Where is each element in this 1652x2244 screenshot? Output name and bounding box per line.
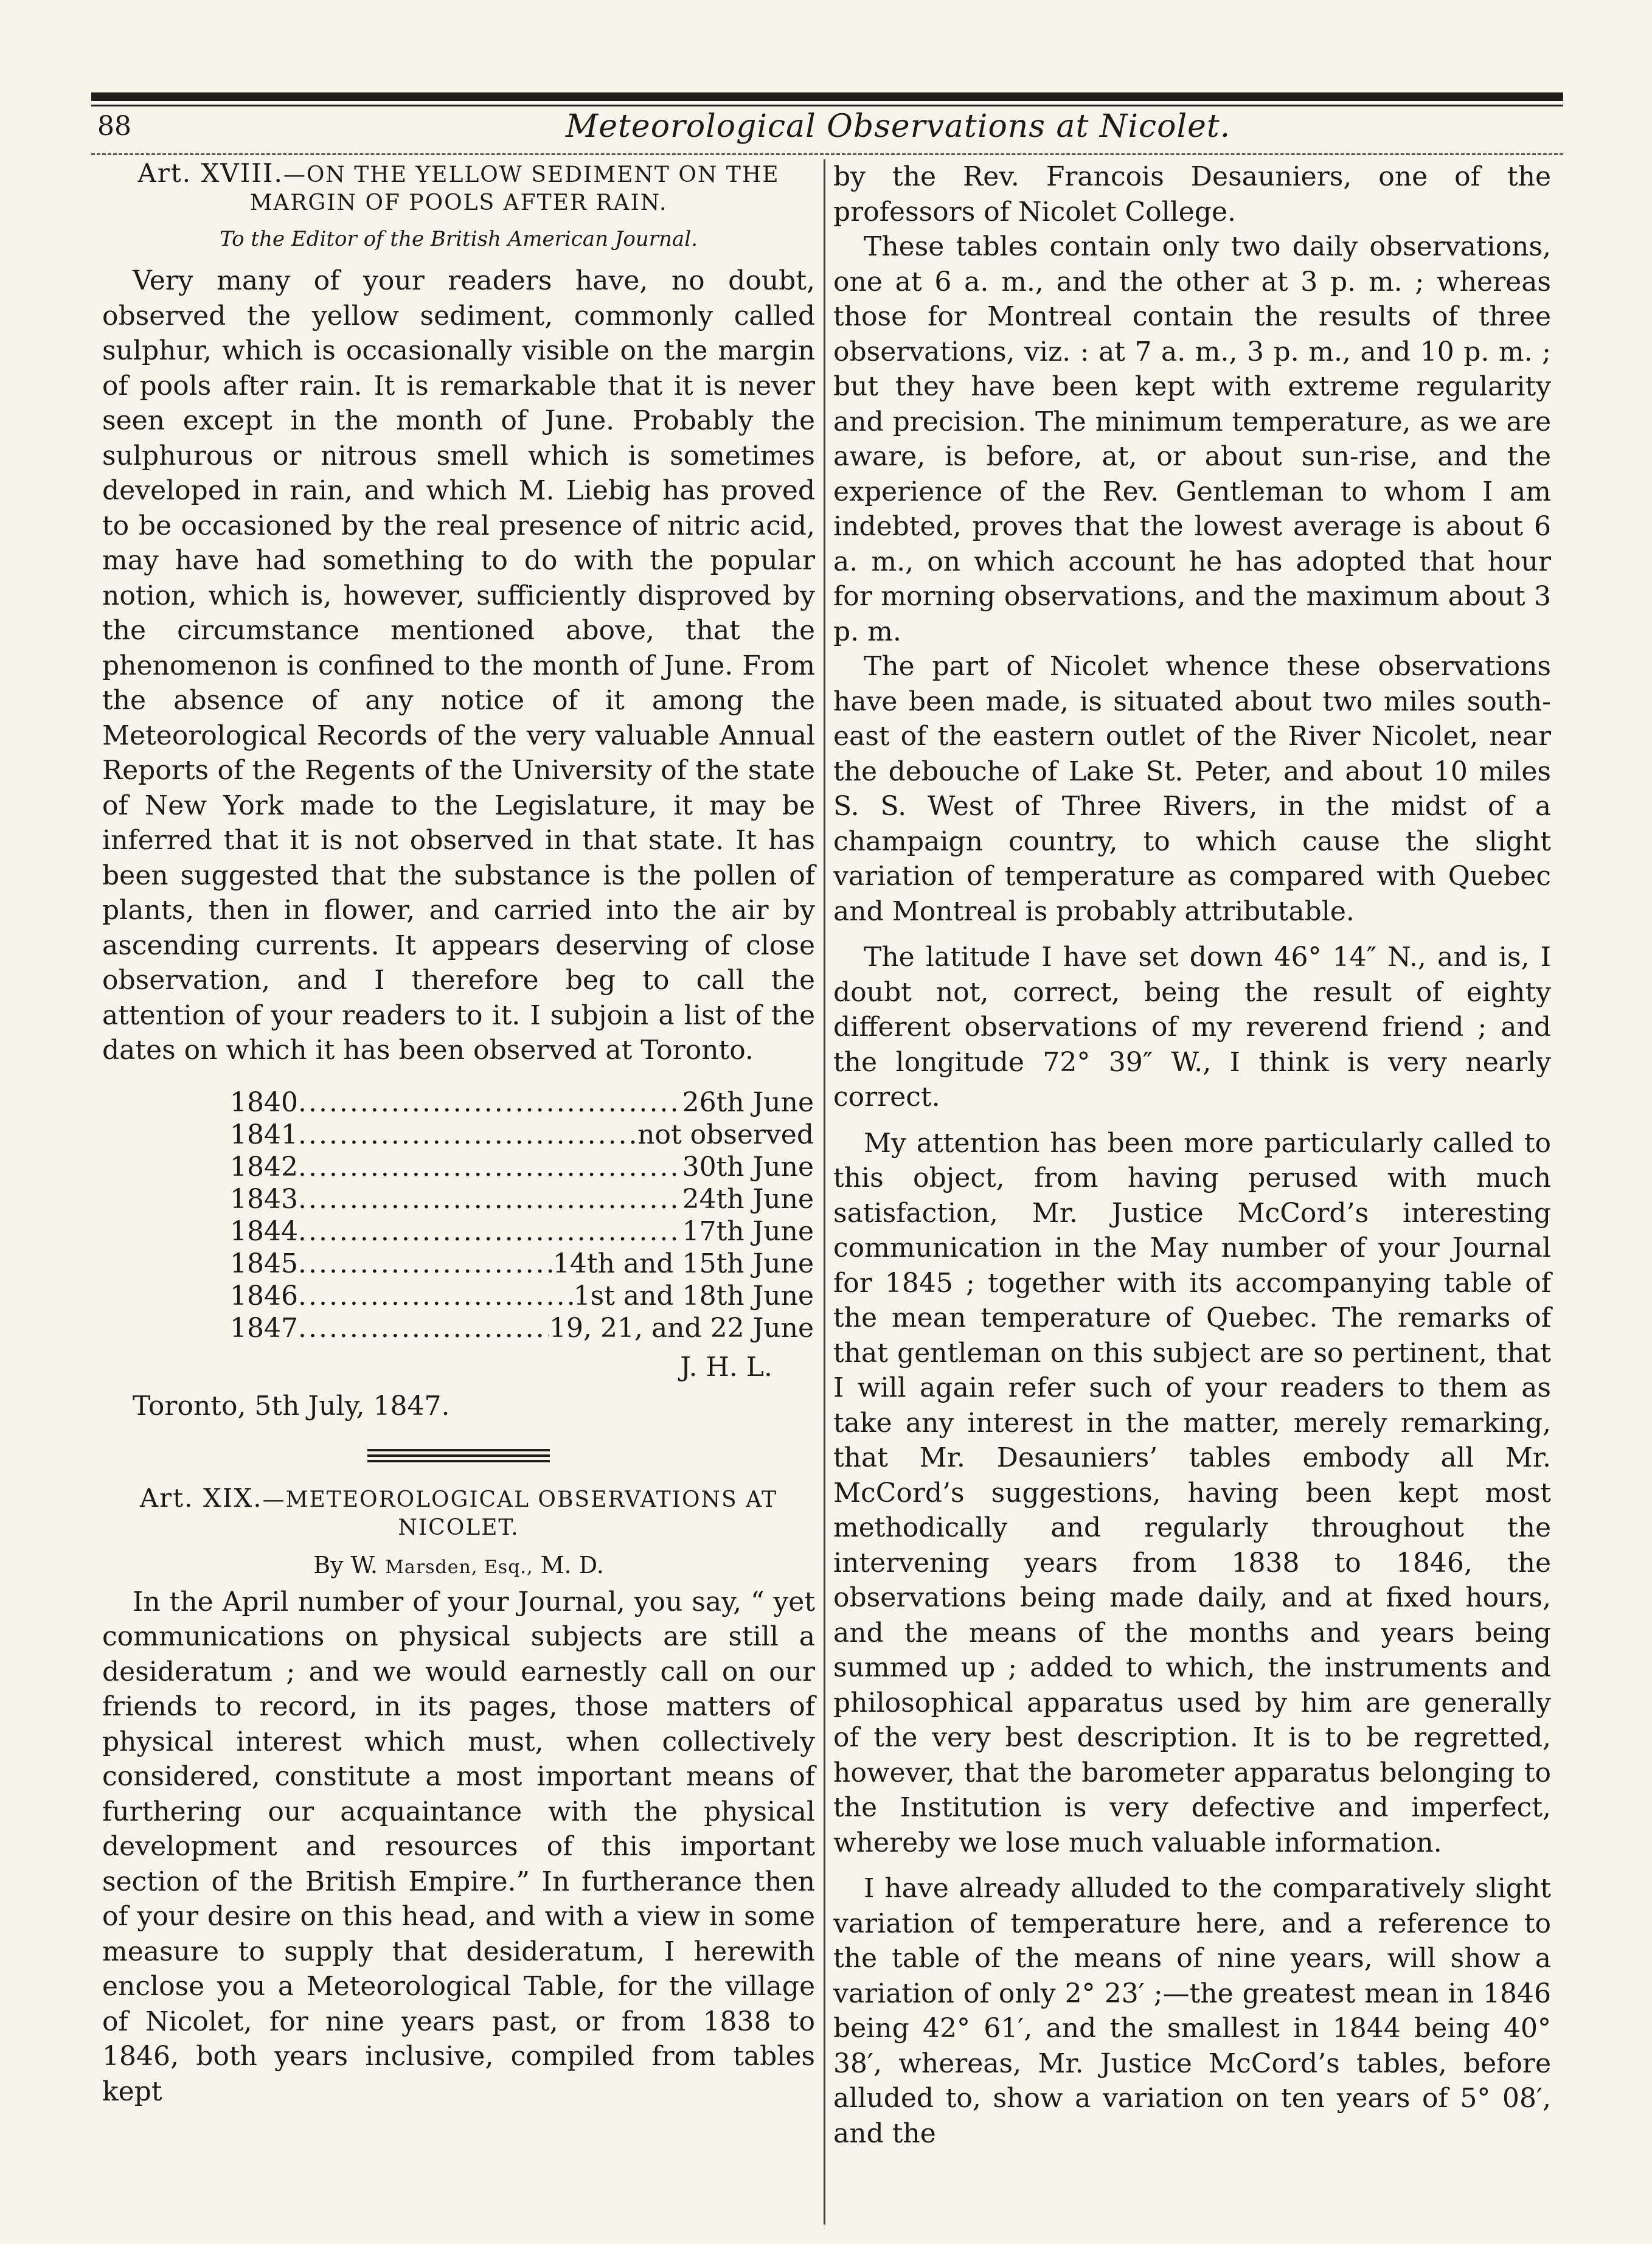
article-19-heading [102, 1484, 815, 1542]
paragraph-continuation: by the Rev. Francois Desauniers, one of the professors of Nicolet College. [833, 161, 1551, 228]
article-18-label: Art. XVIII. [137, 158, 283, 188]
article-19-title: —METEOROLOGICAL OBSERVATIONS AT NICOLET. [262, 1487, 778, 1540]
running-title: Meteorological Observations at Nicolet. [566, 108, 1231, 145]
article-18-heading [102, 159, 815, 217]
paragraph-tables: These tables contain only two daily observations, one at 6 a. m., and the other at 3 p. m. ; whereas those for Montreal contain the results of three observations, viz. : at 7 a. m., 3 p. m., and 10 p. m. ; but they have been kept with extreme regularity and precision. The minimum temperature, as we are aware, is before, at, or about sun-rise, and the experience of the Rev. Gentleman to whom I am indebted, proves that the lowest average is about 6 a. m., on which account he has adopted that hour for morning observations, and the maximum about 3 p. m. [833, 231, 1551, 647]
date-row: 1847 ..... 19, 21, and 22 June [230, 1312, 814, 1344]
paragraph-variation: I have already alluded to the comparatively slight variation of temperature here, and a reference to the table of the means of nine years, will show a variation of only 2° 23′ ;—the greatest mean in 1846 being 42° 61′, and the smallest in 1844 being 40° 38′, whereas, Mr. Justice McCord’s tables, before alluded to, show a variation on ten years of 5° 08′, and the [833, 1873, 1551, 2149]
date-row: 1844 ..... 17th June [230, 1215, 814, 1248]
paragraph-location: The part of Nicolet whence these observations have been made, is situated about two miles south-east of the eastern outlet of the River Nicolet, near the debouche of Lake St. Peter, and about 10 miles S. S. West of Three Rivers, in the midst of a champaign country, to which cause the slight variation of temperature as compared with Quebec and Montreal is probably attributable. [833, 651, 1551, 927]
left-column [102, 159, 815, 2109]
observation-dates-list [230, 1086, 814, 1344]
article-19-label: Art. XIX. [139, 1482, 263, 1513]
date-row: 1840 ..... 26th June [230, 1086, 814, 1119]
header-thick-rule [91, 92, 1563, 101]
author-signature: J. H. L. [680, 1351, 772, 1383]
paragraph-latitude: The latitude I have set down 46° 14″ N., and is, I doubt not, correct, being the result of eighty different observations of my reverend friend ; and the longitude 72° 39″ W., I think is very nearly correct. [833, 942, 1551, 1113]
date-row: 1843 ..... 24th June [230, 1183, 814, 1215]
header-thin-rule [91, 105, 1563, 106]
paragraph-attention: My attention has been more particularly called to this object, from having perused with much satisfaction, Mr. Justice McCord’s interesting communication in the May number of your Journal for 1845 ; together with its accompanying table of the mean temperature of Quebec. The remarks of that gentleman on this subject are so pertinent, that I will again refer such of your readers to them as take any interest in the matter, merely remarking, that Mr. Desauniers’ tables embody all Mr. McCord’s suggestions, having been kept most methodically and regularly throughout the intervening years from 1838 to 1846, the observations being made daily, and at fixed hours, and the means of the months and years being summed up ; added to which, the instruments and philosophical apparatus used by him are generally of the very best description. It is to be regretted, however, that the barometer apparatus belonging to the Institution is very defective and imperfect, whereby we lose much valuable information. [833, 1127, 1551, 1858]
article-19-byline: By W. Marsden, Esq., M. D. [313, 1551, 604, 1579]
place-and-date: Toronto, 5th July, 1847. [133, 1390, 450, 1422]
date-row: 1846 ..... 1st and 18th June [230, 1280, 814, 1312]
date-row: 1842 ..... 30th June [230, 1151, 814, 1183]
article-18-title: —ON THE YELLOW SEDIMENT ON THE MARGIN OF POOLS AFTER RAIN. [249, 162, 780, 215]
page-number: 88 [97, 111, 131, 142]
date-row: 1841 ..... not observed [230, 1119, 814, 1151]
column-divider [824, 159, 825, 2225]
header-dashed-rule [91, 153, 1563, 156]
right-column [833, 159, 1551, 2151]
article-18-body: Very many of your readers have, no doubt, observed the yellow sediment, commonly called sulphur, which is occasionally visible on the margin of pools after rain. It is remarkable that it is never seen except in the month of June. Probably the sulphurous or nitrous smell which is sometimes developed in rain, and which M. Liebig has proved to be occasioned by the real presence of nitric acid, may have had something to do with the popular notion, which is, however, sufficiently disproved by the circumstance mentioned above, that the phenomenon is confined to the month of June. From the absence of any notice of it among the Meteorological Records of the very valuable Annual Reports of the Regents of the University of the state of New York made to the Legislature, it may be inferred that it is not observed in that state. It has been suggested that the substance is the pollen of plants, then in flower, and carried into the air by ascending currents. It appears deserving of close observation, and I therefore beg to call the attention of your readers to it. I subjoin a list of the dates on which it has been observed at Toronto. [102, 265, 815, 1066]
author-name: Marsden, Esq., [385, 1556, 533, 1578]
date-row: 1845 ..... 14th and 15th June [230, 1248, 814, 1280]
article-18-dedication: To the Editor of the British American Journal. [220, 227, 698, 251]
article-19-body: In the April number of your Journal, you say, “ yet communications on physical subjects are still a desideratum ; and we would earnestly call on our friends to record, in its pages, those matters of physical interest which must, when collectively considered, constitute a most important means of furthering our acquaintance with the physical development and resources of this important section of the British Empire.” In furtherance then of your desire on this head, and with a view in some measure to supply that desideratum, I herewith enclose you a Meteorological Table, for the village of Nicolet, for nine years past, or from 1838 to 1846, both years inclusive, compiled from tables kept [102, 1586, 815, 2107]
section-divider [367, 1449, 550, 1462]
